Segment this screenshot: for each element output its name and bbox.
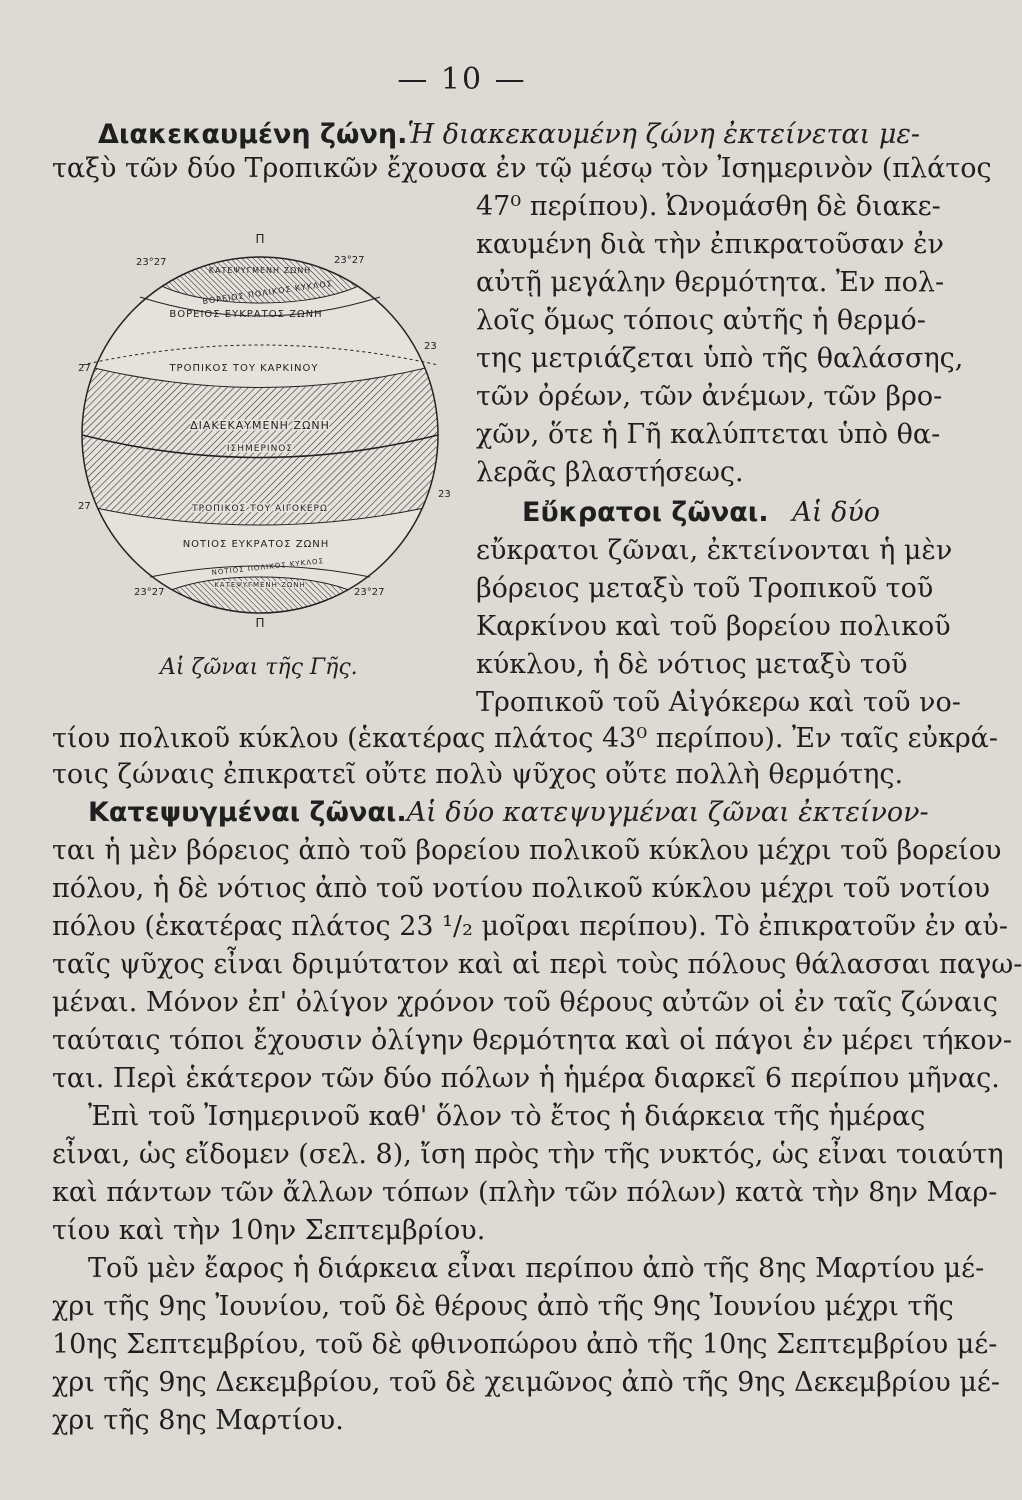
page-number: — 10 — (397, 62, 527, 97)
frigid-line-1 (88, 796, 929, 830)
equinox-line-2: εἶναι, ὡς εἴδομεν (σελ. 8), ἴση πρὸς τὴν τῆς νυκτός, ὡς εἶναι τοιαύτη (52, 1139, 1004, 1170)
frigid-line-7: ταύταις τόποι ἔχουσιν ὀλίγην θερμότητα καὶ οἱ πάγοι ἐν μέρει τήκον- (52, 1025, 1013, 1056)
temperate-line-1-text: Αἱ δύο (792, 497, 880, 528)
torrid-line-8: τῶν ὀρέων, τῶν ἀνέμων, τῶν βρο- (476, 381, 943, 412)
south-pole-label: Π (255, 616, 265, 630)
lat-number-sr: 23°27 (354, 587, 385, 598)
label-arctic-zone: ΚΑΤΕΨΥΓΜΕΝΗ ΖΩΝΗ (208, 266, 312, 275)
lat-number-nr: 23°27 (334, 255, 365, 266)
temperate-line-1 (522, 496, 880, 530)
north-pole-label: Π (255, 232, 265, 246)
torrid-line-1 (98, 118, 920, 152)
frigid-line-8: ται. Περὶ ἑκάτερον τῶν δύο πόλων ἡ ἡμέρα διαρκεῖ 6 περίπου μῆνας. (52, 1063, 1000, 1094)
seasons-line-4: χρι τῆς 9ης Δεκεμβρίου, τοῦ δὲ χειμῶνος ἀπὸ τῆς 9ης Δεκεμβρίου μέ- (52, 1367, 1001, 1398)
torrid-line-3: 47⁰ περίπου). Ὠνομάσθη δὲ διακε- (476, 191, 941, 222)
temperate-line-8: τοις ζώναις ἐπικρατεῖ οὔτε πολὺ ψῦχος οὔτε πολλὴ θερμότης. (52, 759, 904, 790)
seasons-line-3: 10ης Σεπτεμβρίου, τοῦ δὲ φθινοπώρου ἀπὸ τῆς 10ης Σεπτεμβρίου μέ- (52, 1329, 998, 1360)
seasons-line-5: χρι τῆς 8ης Μαρτίου. (52, 1405, 344, 1436)
lat-number-l2: 27 (78, 501, 91, 512)
frigid-line-2: ται ἡ μὲν βόρειος ἀπὸ τοῦ βορείου πολικοῦ κύκλου μέχρι τοῦ βορείου (52, 835, 1002, 866)
seasons-line-2: χρι τῆς 9ης Ἰουνίου, τοῦ δὲ θέρους ἀπὸ τῆς 9ης Ἰουνίου μέχρι τῆς (52, 1291, 954, 1322)
lat-number-r1: 23 (424, 341, 437, 352)
earth-zones-figure (78, 225, 458, 635)
seasons-line-1: Τοῦ μὲν ἔαρος ἡ διάρκεια εἶναι περίπου ἀπὸ τῆς 8ης Μαρτίου μέ- (88, 1253, 985, 1284)
torrid-line-5: αὐτῇ μεγάλην θερμότητα. Ἐν πολ- (476, 267, 945, 298)
torrid-line-6: λοῖς ὅμως τόποις αὐτῆς ἡ θερμό- (476, 305, 926, 336)
frigid-line-3: πόλου, ἡ δὲ νότιος ἀπὸ τοῦ νοτίου πολικοῦ κύκλου μέχρι τοῦ νοτίου (52, 873, 990, 904)
frigid-heading: Κατεψυγμέναι ζῶναι. (88, 797, 407, 828)
torrid-line-9: χῶν, ὅτε ἡ Γῆ καλύπτεται ὑπὸ θα- (476, 419, 941, 450)
temperate-line-6: Τροπικοῦ τοῦ Αἰγόκερω καὶ τοῦ νο- (476, 687, 961, 718)
label-south-temperate: ΝΟΤΙΟΣ ΕΥΚΡΑΤΟΣ ΖΩΝΗ (182, 539, 330, 550)
label-antarctic-circle: ΝΟΤΙΟΣ ΠΟΛΙΚΟΣ ΚΥΚΛΟΣ (211, 557, 325, 577)
equinox-line-1: Ἐπὶ τοῦ Ἰσημερινοῦ καθ' ὅλον τὸ ἔτος ἡ διάρκεια τῆς ἡμέρας (88, 1101, 926, 1132)
figure-caption: Αἱ ζῶναι τῆς Γῆς. (160, 655, 358, 680)
label-equator: ΙΣΗΜΕΡΙΝΟΣ (226, 444, 294, 454)
torrid-heading: Διακεκαυμένη ζώνη. (98, 119, 408, 150)
label-tropic-capricorn: ΤΡΟΠΙΚΟΣ ΤΟΥ ΑΙΓΟΚΕΡΩ (192, 504, 328, 514)
label-north-temperate: ΒΟΡΕΙΟΣ ΕΥΚΡΑΤΟΣ ΖΩΝΗ (169, 309, 323, 320)
label-antarctic-zone: ΚΑΤΕΨΥΓΜΕΝΗ ΖΩΝΗ (214, 581, 306, 589)
torrid-line-1-text: Ἡ διακεκαυμένη ζώνη ἐκτείνεται με- (407, 119, 920, 150)
temperate-heading: Εὔκρατοι ζῶναι. (522, 497, 769, 528)
equinox-line-4: τίου καὶ τὴν 10ην Σεπτεμβρίου. (52, 1215, 486, 1246)
torrid-line-2: ταξὺ τῶν δύο Τροπικῶν ἔχουσα ἐν τῷ μέσῳ τὸν Ἰσημερινὸν (πλάτος (52, 153, 992, 184)
temperate-line-5: κύκλου, ἡ δὲ νότιος μεταξὺ τοῦ (476, 649, 908, 680)
lat-number-r2: 23 (438, 489, 451, 500)
temperate-line-3: βόρειος μεταξὺ τοῦ Τροπικοῦ τοῦ (476, 573, 934, 604)
torrid-line-4: καυμένη διὰ τὴν ἐπικρατοῦσαν ἐν (476, 229, 944, 260)
lat-number-nl: 23°27 (136, 257, 167, 268)
torrid-line-10: λερᾶς βλαστήσεως. (476, 457, 744, 488)
label-arctic-circle: ΒΟΡΕΙΟΣ ΠΟΛΙΚΟΣ ΚΥΚΛΟΣ (201, 278, 334, 307)
frigid-line-6: μέναι. Μόνον ἐπ' ὀλίγον χρόνον τοῦ θέρους αὐτῶν οἱ ἐν ταῖς ζώναις (52, 987, 998, 1018)
lat-number-l1: 27 (78, 363, 91, 374)
label-torrid-zone: ΔΙΑΚΕΚΑΥΜΕΝΗ ΖΩΝΗ (190, 419, 330, 432)
frigid-line-4: πόλου (ἑκατέρας πλάτος 23 ¹/₂ μοῖραι περίπου). Τὸ ἐπικρατοῦν ἐν αὐ- (52, 911, 1008, 942)
equinox-line-3: καὶ πάντων τῶν ἄλλων τόπων (πλὴν τῶν πόλων) κατὰ τὴν 8ην Μαρ- (52, 1177, 998, 1208)
lat-number-sl: 23°27 (134, 587, 165, 598)
temperate-line-7: τίου πολικοῦ κύκλου (ἑκατέρας πλάτος 43⁰ περίπου). Ἐν ταῖς εὐκρά- (52, 723, 999, 754)
torrid-line-7: της μετριάζεται ὑπὸ τῆς θαλάσσης, (476, 343, 964, 374)
temperate-line-4: Καρκίνου καὶ τοῦ βορείου πολικοῦ (476, 611, 951, 642)
label-tropic-cancer: ΤΡΟΠΙΚΟΣ ΤΟΥ ΚΑΡΚΙΝΟΥ (169, 363, 319, 374)
frigid-line-1-text: Αἱ δύο κατεψυγμέναι ζῶναι ἐκτείνον- (406, 797, 929, 828)
frigid-line-5: ταῖς ψῦχος εἶναι δριμύτατον καὶ αἱ περὶ τοὺς πόλους θάλασσαι παγω- (52, 949, 1022, 980)
globe-diagram (78, 225, 458, 635)
temperate-line-2: εὔκρατοι ζῶναι, ἐκτείνονται ἡ μὲν (476, 535, 953, 566)
